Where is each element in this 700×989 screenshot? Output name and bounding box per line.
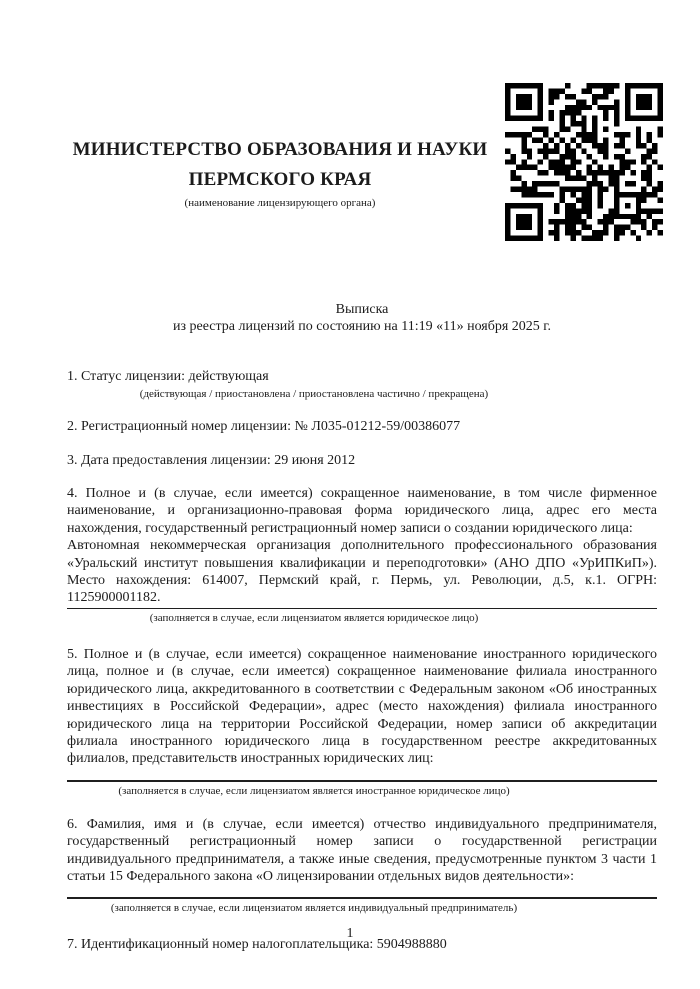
item-6-fill-line: [67, 897, 657, 899]
document-title: [67, 301, 657, 336]
qr-code-icon: [505, 83, 663, 241]
item-4-fill-line: [67, 608, 657, 609]
item-5-fill-line: [67, 780, 657, 782]
item-4-fill-caption: (заполняется в случае, если лицензиатом является юридическое лицо): [149, 611, 479, 624]
licensing-authority-header: [40, 135, 520, 210]
item-5-fill-caption: (заполняется в случае, если лицензиатом является иностранное юридическое лицо): [118, 784, 510, 797]
ministry-name: [40, 135, 520, 195]
item-5-foreign-entity-heading: 5. Полное и (в случае, если имеется) сокращенное наименование иностранного юридического лица, полное и (в случае, если имеется) сокращенное наименование филиала иностранного юридического лица, аккредитованного в соответствии с Федеральным законом «Об иностранных инвестициях в Российской Федерации», адрес (место нахождения) филиала иностранного юридического лица на территории Российской Федерации, номер записи об аккредитации филиала иностранного юридического лица в государственном реестре аккредитованных филиалов, представительств иностранных юридических лиц:: [67, 646, 657, 767]
item-1-status-options-caption: (действующая / приостановлена / приостановлена частично / прекращена): [139, 388, 489, 401]
ministry-name-line1: МИНИСТЕРСТВО ОБРАЗОВАНИЯ И НАУКИ: [72, 139, 488, 160]
item-6-fill-caption: (заполняется в случае, если лицензиатом является индивидуальный предприниматель): [110, 902, 518, 915]
ministry-caption: (наименование лицензирующего органа): [184, 197, 376, 209]
item-7-taxpayer-id: 7. Идентификационный номер налогоплательщика: 5904988880: [67, 937, 447, 953]
item-2-registration-number: 2. Регистрационный номер лицензии: № Л035-01212-59/00386077: [67, 419, 461, 435]
item-4-legal-entity-heading: 4. Полное и (в случае, если имеется) сокращенное наименование, в том числе фирменное наименование, и организационно-правовая форма юридического лица, адрес его места нахождения, государственный регистрационный номер записи о создании юридического лица:: [67, 486, 657, 536]
item-4-legal-entity-value: Автономная некоммерческая организация дополнительного профессионального образования «Уральский институт повышения квалификации и переподготовки» (АНО ДПО «УрИПКиП»). Место нахождения: 614007, Пермский край, г. Пермь, ул. Революции, д.5, к.1. ОГРН: 1125900001182.: [67, 538, 657, 606]
item-6-entrepreneur-heading: 6. Фамилия, имя и (в случае, если имеется) отчество индивидуального предпринимателя, государственный регистрационный номер записи о государственной регистрации индивидуального предпринимателя, а также иные сведения, предусмотренные пунктом 3 части 1 статьи 15 Федерального закона «О лицензировании отдельных видов деятельности»:: [67, 816, 657, 884]
document-body: [67, 301, 657, 954]
page-number: 1: [346, 926, 354, 941]
ministry-name-line2: ПЕРМСКОГО КРАЯ: [188, 169, 372, 190]
doc-title-line2: из реестра лицензий по состоянию на 11:19 «11» ноября 2025 г.: [173, 319, 551, 335]
doc-title-line1: Выписка: [335, 302, 389, 317]
item-1-license-status: 1. Статус лицензии: действующая: [67, 368, 269, 384]
item-3-grant-date: 3. Дата предоставления лицензии: 29 июня 2012: [67, 452, 356, 468]
